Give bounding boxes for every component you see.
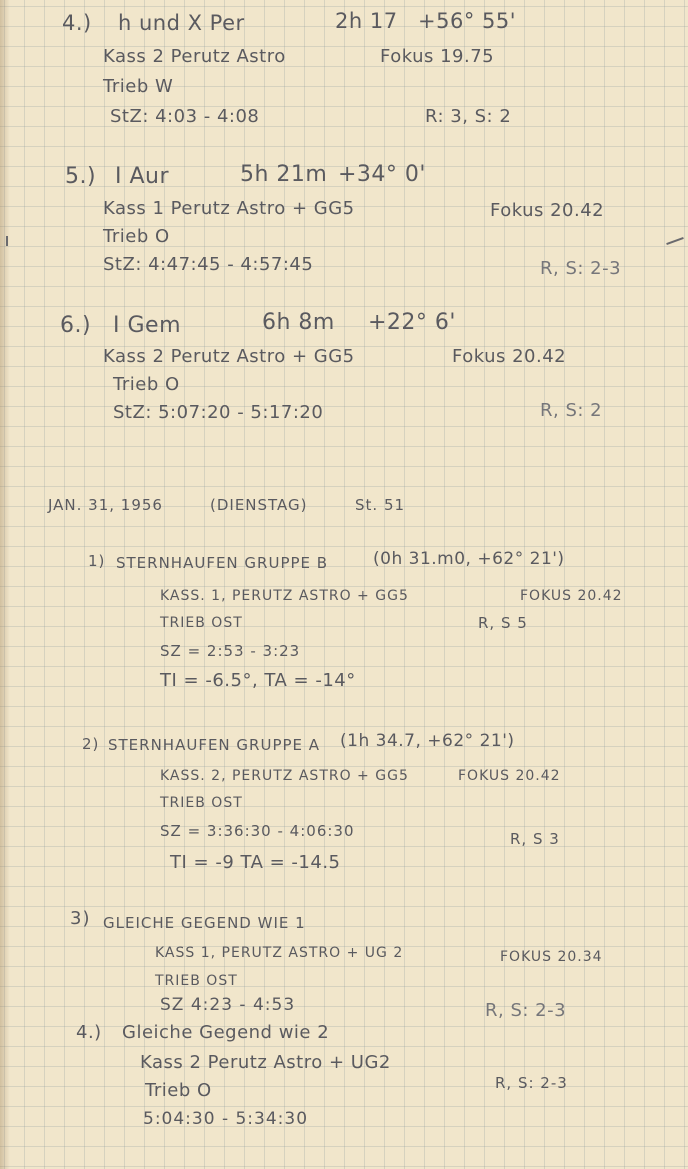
entry-camera: KASS. 2, PERUTZ ASTRO + GG5 xyxy=(160,768,409,784)
entry-time: SZ = 3:36:30 - 4:06:30 xyxy=(160,822,355,840)
entry-camera: KASS. 1, PERUTZ ASTRO + GG5 xyxy=(160,588,409,604)
margin-mark xyxy=(666,237,684,245)
entry-time: StZ: 4:47:45 - 4:57:45 xyxy=(103,254,314,275)
entry-number: 4.) xyxy=(76,1022,102,1043)
entry-time: StZ: 5:07:20 - 5:17:20 xyxy=(113,402,324,423)
entry-rating: R, S: 2-3 xyxy=(540,258,622,279)
entry-drive: Trieb W xyxy=(103,76,174,97)
entry-focus: FOKUS 20.34 xyxy=(500,949,603,965)
entry-ra: 6h 8m xyxy=(262,310,335,335)
entry-time: 5:04:30 - 5:34:30 xyxy=(143,1109,309,1129)
margin-mark xyxy=(6,236,8,246)
entry-rating: R, S: 2-3 xyxy=(495,1074,568,1092)
entry-focus: Fokus 20.42 xyxy=(452,346,567,367)
entry-drive: Trieb O xyxy=(113,374,180,395)
entry-number: 2) xyxy=(82,735,100,753)
session-station: St. 51 xyxy=(355,496,406,514)
entry-temps: TI = -9 TA = -14.5 xyxy=(170,852,341,873)
session-date: JAN. 31, 1956 xyxy=(48,496,163,514)
entry-drive: TRIEB OST xyxy=(155,973,238,989)
entry-number: 1) xyxy=(88,552,106,570)
entry-drive: Trieb O xyxy=(145,1080,212,1101)
entry-rating: R, S 5 xyxy=(478,614,528,632)
entry-number: 5.) xyxy=(65,164,97,189)
entry-drive: Trieb O xyxy=(103,226,170,247)
entry-time: StZ: 4:03 - 4:08 xyxy=(110,106,260,127)
entry-object: h und X Per xyxy=(118,11,245,35)
entry-title: GLEICHE GEGEND WIE 1 xyxy=(103,914,306,932)
entry-drive: TRIEB OST xyxy=(160,795,243,811)
entry-focus: FOKUS 20.42 xyxy=(458,768,561,784)
entry-title: STERNHAUFEN GRUPPE B xyxy=(116,554,329,572)
session-weekday: (DIENSTAG) xyxy=(210,496,308,514)
entry-time: SZ 4:23 - 4:53 xyxy=(160,995,296,1015)
entry-ra: 5h 21m xyxy=(240,162,328,187)
entry-camera: Kass 2 Perutz Astro xyxy=(103,46,286,67)
entry-camera: Kass 2 Perutz Astro + GG5 xyxy=(103,346,355,367)
entry-coords: (1h 34.7, +62° 21') xyxy=(340,731,515,751)
entry-camera: Kass 1 Perutz Astro + GG5 xyxy=(103,198,355,219)
entry-object: I Aur xyxy=(115,164,170,189)
entry-object: I Gem xyxy=(113,313,181,338)
entry-rating: R: 3, S: 2 xyxy=(425,106,512,127)
entry-number: 4.) xyxy=(62,11,92,35)
page-binding-edge xyxy=(0,0,10,1169)
entry-temps: TI = -6.5°, TA = -14° xyxy=(160,670,356,691)
entry-number: 6.) xyxy=(60,313,92,338)
entry-dec: +56° 55' xyxy=(418,9,516,33)
entry-coords: (0h 31.m0, +62° 21') xyxy=(373,549,565,569)
entry-focus: FOKUS 20.42 xyxy=(520,588,623,604)
entry-ra: 2h 17 xyxy=(335,9,398,33)
entry-rating: R, S: 2 xyxy=(540,400,603,421)
entry-focus: Fokus 19.75 xyxy=(380,46,495,67)
entry-title: Gleiche Gegend wie 2 xyxy=(122,1022,330,1043)
entry-camera: KASS 1, PERUTZ ASTRO + UG 2 xyxy=(155,945,404,961)
entry-drive: TRIEB OST xyxy=(160,615,243,631)
entry-title: STERNHAUFEN GRUPPE A xyxy=(108,736,321,754)
entry-rating: R, S 3 xyxy=(510,830,560,848)
entry-dec: +34° 0' xyxy=(338,162,426,187)
entry-number: 3) xyxy=(70,908,91,929)
entry-time: SZ = 2:53 - 3:23 xyxy=(160,642,301,660)
entry-rating: R, S: 2-3 xyxy=(485,1000,567,1021)
entry-dec: +22° 6' xyxy=(368,310,456,335)
entry-camera: Kass 2 Perutz Astro + UG2 xyxy=(140,1052,391,1073)
entry-focus: Fokus 20.42 xyxy=(490,200,605,221)
